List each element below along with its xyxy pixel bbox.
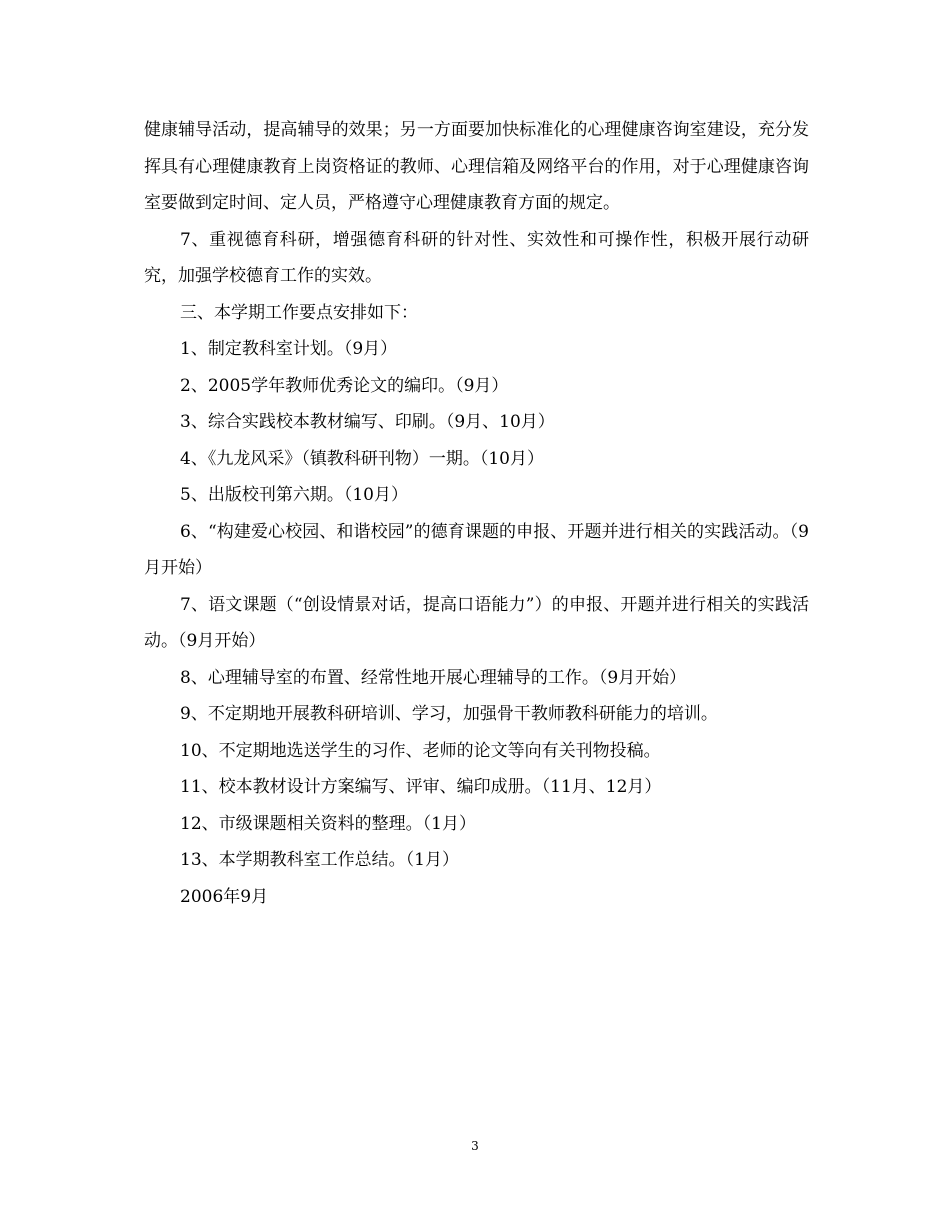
list-item: 5、出版校刊第六期。（10月） <box>180 485 408 505</box>
list-item: 7、语文课题（“创设情景对话，提高口语能力”）的申报、开题并进行相关的实践活动。（9月开始） <box>144 594 809 651</box>
list-item: 1、制定教科室计划。（9月） <box>180 339 398 359</box>
list-item: 9、不定期地开展教科研培训、学习，加强骨干教师教科研能力的培训。 <box>180 704 718 724</box>
paragraph-continuation: 健康辅导活动，提高辅导的效果；另一方面要加快标准化的心理健康咨询室建设，充分发挥具有心理健康教育上岗资格证的教师、心理信箱及网络平台的作用，对于心理健康咨询室要做到定时间、定人员，严格遵守心理健康教育方面的规定。 <box>144 120 809 213</box>
list-item: 8、心理辅导室的布置、经常性地开展心理辅导的工作。（9月开始） <box>180 667 687 688</box>
list-item: 13、本学期教科室工作总结。（1月） <box>180 850 459 870</box>
section-heading-three: 三、本学期工作要点安排如下： <box>180 302 418 323</box>
list-item: 2、2005学年教师优秀论文的编印。（9月） <box>180 375 509 396</box>
list-item: 3、综合实践校本教材编写、印刷。（9月、10月） <box>180 412 555 432</box>
list-item: 12、市级课题相关资料的整理。（1月） <box>180 813 476 834</box>
list-item: 10、不定期地选送学生的习作、老师的论文等向有关刊物投稿。 <box>180 740 661 761</box>
document-date: 2006年9月 <box>180 886 269 907</box>
list-item: 4、《九龙风采》（镇教科研刊物）一期。（10月） <box>180 448 544 469</box>
document-body <box>144 112 809 915</box>
paragraph-item-7-research: 7、重视德育科研，增强德育科研的针对性、实效性和可操作性，积极开展行动研究，加强学校德育工作的实效。 <box>144 229 809 286</box>
list-item: 6、“构建爱心校园、和谐校园”的德育课题的申报、开题并进行相关的实践活动。（9月开始） <box>144 521 809 578</box>
page-number: 3 <box>471 1139 479 1153</box>
list-item: 11、校本教材设计方案编写、评审、编印成册。（11月、12月） <box>180 777 662 797</box>
